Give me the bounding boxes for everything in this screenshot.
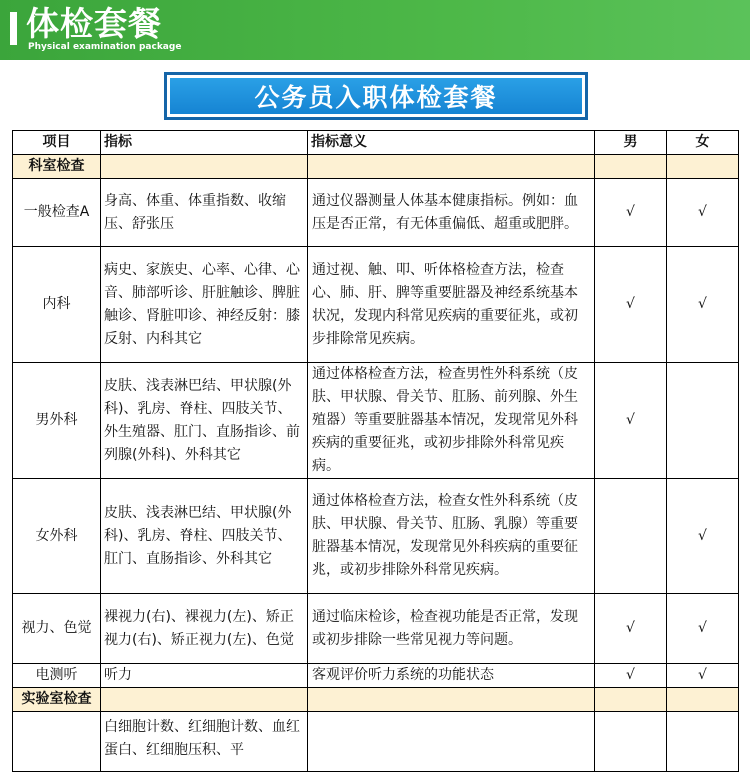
female-check xyxy=(667,363,739,479)
table-row xyxy=(13,479,739,594)
male-check: √ xyxy=(595,247,667,363)
item-cell: 一般检查A xyxy=(13,179,101,247)
section-row-clinic xyxy=(13,155,739,179)
female-check: √ xyxy=(667,179,739,247)
header-female: 女 xyxy=(667,131,739,155)
male-check: √ xyxy=(595,594,667,664)
section-cell xyxy=(667,688,739,712)
package-title: 公务员入职体检套餐 xyxy=(170,78,582,114)
header-item: 项目 xyxy=(13,131,101,155)
meaning-cell: 客观评价听力系统的功能状态 xyxy=(308,664,595,688)
indicator-cell: 听力 xyxy=(101,664,308,688)
item-cell xyxy=(13,712,101,772)
section-label: 科室检查 xyxy=(13,155,101,179)
meaning-cell: 通过视、触、叩、听体格检查方法，检查心、肺、肝、脾等重要脏器及神经系统基本状况，发现内科常见疾病的重要征兆，或初步排除常见疾病。 xyxy=(308,247,595,363)
male-check: √ xyxy=(595,664,667,688)
indicator-cell: 皮肤、浅表淋巴结、甲状腺(外科)、乳房、脊柱、四肢关节、肛门、直肠指诊、外科其它 xyxy=(101,479,308,594)
section-cell xyxy=(101,688,308,712)
section-cell xyxy=(595,155,667,179)
male-check xyxy=(595,479,667,594)
female-check xyxy=(667,712,739,772)
meaning-cell: 通过临床检诊，检查视功能是否正常，发现或初步排除一些常见视力等问题。 xyxy=(308,594,595,664)
indicator-cell: 病史、家族史、心率、心律、心音、肺部听诊、肝脏触诊、脾脏触诊、肾脏叩诊、神经反射：膝反射、内科其它 xyxy=(101,247,308,363)
indicator-cell: 皮肤、浅表淋巴结、甲状腺(外科)、乳房、脊柱、四肢关节、外生殖器、肛门、直肠指诊、前列腺(外科)、外科其它 xyxy=(101,363,308,479)
table-row xyxy=(13,712,739,772)
header-male: 男 xyxy=(595,131,667,155)
table-row xyxy=(13,664,739,688)
meaning-cell: 通过体格检查方法，检查男性外科系统（皮肤、甲状腺、骨关节、肛肠、前列腺、外生殖器）等重要脏器基本情况，发现常见外科疾病的重要征兆，或初步排除外科常见疾病。 xyxy=(308,363,595,479)
item-cell: 女外科 xyxy=(13,479,101,594)
section-row-lab xyxy=(13,688,739,712)
package-title-box xyxy=(164,72,588,120)
male-check: √ xyxy=(595,363,667,479)
meaning-cell: 通过体格检查方法，检查女性外科系统（皮肤、甲状腺、骨关节、肛肠、乳腺）等重要脏器基本情况，发现常见外科疾病的重要征兆，或初步排除外科常见疾病。 xyxy=(308,479,595,594)
meaning-cell xyxy=(308,712,595,772)
section-cell xyxy=(595,688,667,712)
banner-title: 体检套餐 xyxy=(26,4,162,43)
exam-table xyxy=(12,130,739,772)
table-row xyxy=(13,179,739,247)
section-cell xyxy=(308,155,595,179)
section-cell xyxy=(101,155,308,179)
table-row xyxy=(13,247,739,363)
male-check xyxy=(595,712,667,772)
male-check: √ xyxy=(595,179,667,247)
section-label: 实验室检查 xyxy=(13,688,101,712)
table-row xyxy=(13,363,739,479)
indicator-cell: 身高、体重、体重指数、收缩压、舒张压 xyxy=(101,179,308,247)
table-header-row xyxy=(13,131,739,155)
female-check: √ xyxy=(667,664,739,688)
banner-subtitle: Physical examination package xyxy=(28,42,182,52)
header-indicator: 指标 xyxy=(101,131,308,155)
section-cell xyxy=(308,688,595,712)
banner-accent-bar xyxy=(10,12,17,45)
item-cell: 电测听 xyxy=(13,664,101,688)
header-meaning: 指标意义 xyxy=(308,131,595,155)
header-banner xyxy=(0,0,750,60)
indicator-cell: 裸视力(右)、裸视力(左)、矫正视力(右)、矫正视力(左)、色觉 xyxy=(101,594,308,664)
meaning-cell: 通过仪器测量人体基本健康指标。例如：血压是否正常，有无体重偏低、超重或肥胖。 xyxy=(308,179,595,247)
indicator-cell: 白细胞计数、红细胞计数、血红蛋白、红细胞压积、平 xyxy=(101,712,308,772)
section-cell xyxy=(667,155,739,179)
female-check: √ xyxy=(667,479,739,594)
item-cell: 视力、色觉 xyxy=(13,594,101,664)
female-check: √ xyxy=(667,594,739,664)
item-cell: 内科 xyxy=(13,247,101,363)
table-row xyxy=(13,594,739,664)
item-cell: 男外科 xyxy=(13,363,101,479)
female-check: √ xyxy=(667,247,739,363)
